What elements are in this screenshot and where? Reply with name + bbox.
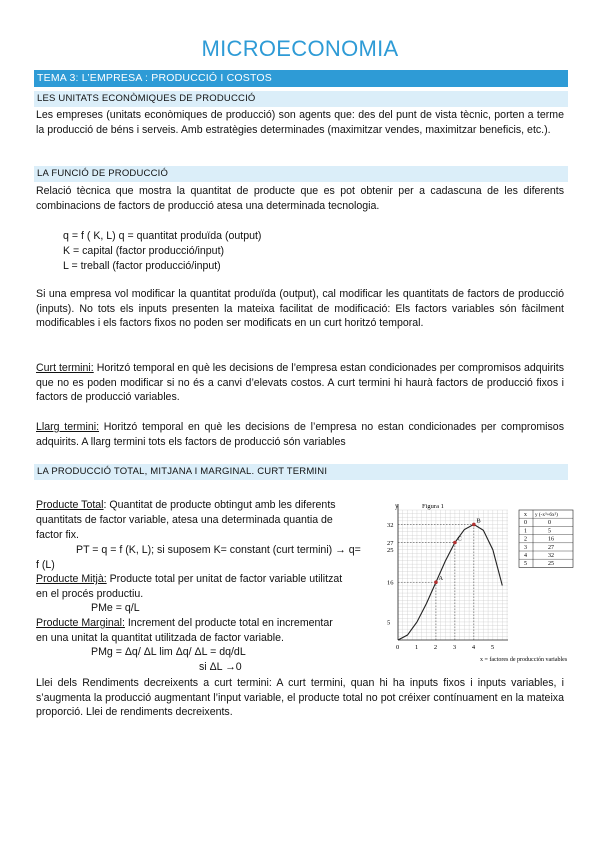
table-cell: 5	[548, 528, 551, 535]
table-cell: 5	[524, 561, 527, 568]
point-label: A	[438, 575, 444, 583]
point-b	[472, 523, 476, 527]
marginal-product-formula: PMg = Δq/ ΔL lim Δq/ ΔL = dq/dL	[91, 646, 246, 658]
x-tick-label: 0	[396, 644, 400, 651]
x-tick-label: 2	[433, 644, 438, 651]
x-tick-label: 5	[490, 644, 495, 651]
topic-header: TEMA 3: L’EMPRESA : PRODUCCIÓ I COSTOS	[34, 70, 568, 87]
x-tick-label: 1	[414, 644, 419, 651]
chart-title: Figura 1	[422, 503, 444, 510]
formula-q: q = f ( K, L) q = quantitat produïda (output)	[63, 230, 262, 242]
point-label: C	[457, 535, 462, 543]
long-run-text: Horitzó temporal en què les decisions de l’empresa no estan condicionades per compromisos adquirits. A llarg termini tots els factors de producció són variables	[36, 421, 564, 448]
formula-l: L = treball (factor producció/input)	[63, 260, 221, 272]
table-cell: 4	[524, 553, 527, 559]
table-header: y (-x³+6x²)	[535, 512, 558, 518]
formula-k: K = capital (factor producció/input)	[63, 245, 225, 257]
total-product-text1: : Quantitat de producte obtingut amb les diferents	[103, 499, 336, 511]
section-heading-units: LES UNITATS ECONÒMIQUES DE PRODUCCIÓ	[34, 91, 568, 107]
y-tick-label: 16	[387, 579, 394, 587]
marginal-product-line2: en una unitat la quantitat utilitzada de factor variable.	[36, 632, 284, 644]
table-header: x	[524, 512, 527, 518]
table-border	[519, 510, 573, 567]
table-cell: 27	[548, 544, 554, 551]
total-product-line2: quantitats de factor variable, atesa una determinada quantia de	[36, 514, 333, 526]
point-a	[434, 580, 438, 584]
y-tick-label: 5	[387, 619, 391, 627]
y-tick-label: 25	[387, 547, 394, 555]
table-cell: 2	[524, 536, 527, 543]
marginal-product-line1	[36, 616, 333, 631]
total-product-line1	[36, 498, 336, 513]
marginal-product-formula-limit: si ΔL →0	[199, 661, 242, 673]
table-cell: 32	[548, 553, 554, 559]
long-run-label: Llarg termini:	[36, 421, 100, 433]
marginal-product-text1: Increment del producte total en incrementar	[124, 617, 333, 629]
table-cell: 1	[524, 528, 527, 535]
table-cell: 0	[548, 520, 551, 527]
production-chart	[384, 500, 598, 668]
x-axis-label: x = factores de producción variables	[480, 657, 568, 663]
production-function-intro: Relació tècnica que mostra la quantitat de producte que es pot obtenir per a cadascuna de les diferents combinacions de factors de producció atesa una determinada tecnologia.	[36, 185, 564, 212]
marginal-product-label: Producte Marginal:	[36, 617, 125, 629]
inputs-paragraph: Si una empresa vol modificar la quantitat produïda (output), cal modificar les quantitats de factors de producció (inputs). No tots els inputs presenten la mateixa facilitat de modificació: Els factors variables són fàcilment modificables i els factors fixos no poden ser modificats en un curt horitzó temporal.	[36, 288, 564, 330]
short-run-text: Horitzó temporal en què les decisions de l’empresa estan condicionades per compromisos adquirits que no es poden modificar si no és a canvi d’elevats costos. A curt termini hi haurà factors de producció fixos i factors de producció variables.	[36, 362, 564, 404]
table-cell: 25	[548, 561, 554, 568]
point-label: B	[476, 517, 481, 525]
total-product-line3: factor fix.	[36, 529, 79, 541]
table-cell: 0	[524, 520, 527, 527]
section-heading-total-product: LA PRODUCCIÓ TOTAL, MITJANA I MARGINAL. CURT TERMINI	[34, 464, 568, 480]
table-cell: 16	[548, 536, 554, 543]
average-product-line1	[36, 572, 342, 587]
chart-grid	[398, 510, 508, 640]
y-tick-label: 27	[387, 540, 394, 547]
values-table	[519, 510, 573, 567]
long-run-paragraph	[36, 420, 564, 449]
average-product-text1: Producte total per unitat de factor variable utilitzat	[106, 573, 343, 585]
y-axis-label: y	[395, 502, 399, 510]
x-tick-label: 4	[471, 644, 476, 651]
short-run-label: Curt termini:	[36, 362, 94, 374]
table-cell: 3	[524, 544, 527, 551]
average-product-formula: PMe = q/L	[91, 602, 140, 614]
average-product-label: Producte Mitjà:	[36, 573, 107, 585]
section-heading-production-function: LA FUNCIÓ DE PRODUCCIÓ	[34, 166, 568, 182]
point-c	[453, 541, 457, 545]
page-title: MICROECONOMIA	[201, 36, 399, 61]
diminishing-returns-paragraph: Llei dels Rendiments decreixents a curt termini: A curt termini, quan hi ha inputs fixos i inputs variables, i s’augmenta la producció augmentant l’input variable, el producte total no pot créixer contínuament en la mateixa proporció. Llei de rendiments decreixents.	[36, 677, 564, 719]
x-tick-label: 3	[452, 644, 457, 651]
total-product-formula: PT = q = f (K, L); si suposem K= constant (curt termini) → q=	[76, 544, 361, 556]
units-paragraph: Les empreses (unitats econòmiques de producció) son agents que: des del punt de vista tècnic, porten a terme la producció de béns i serveis. Amb estratègies determinades (maximitzar vendes, maximitzar beneficis, etc.).	[36, 109, 564, 136]
total-product-formula-cont: f (L)	[36, 559, 55, 571]
total-product-label: Producte Total	[36, 499, 104, 511]
short-run-paragraph	[36, 361, 564, 405]
average-product-line2: en el procés productiu.	[36, 588, 144, 600]
y-tick-label: 32	[387, 521, 394, 529]
